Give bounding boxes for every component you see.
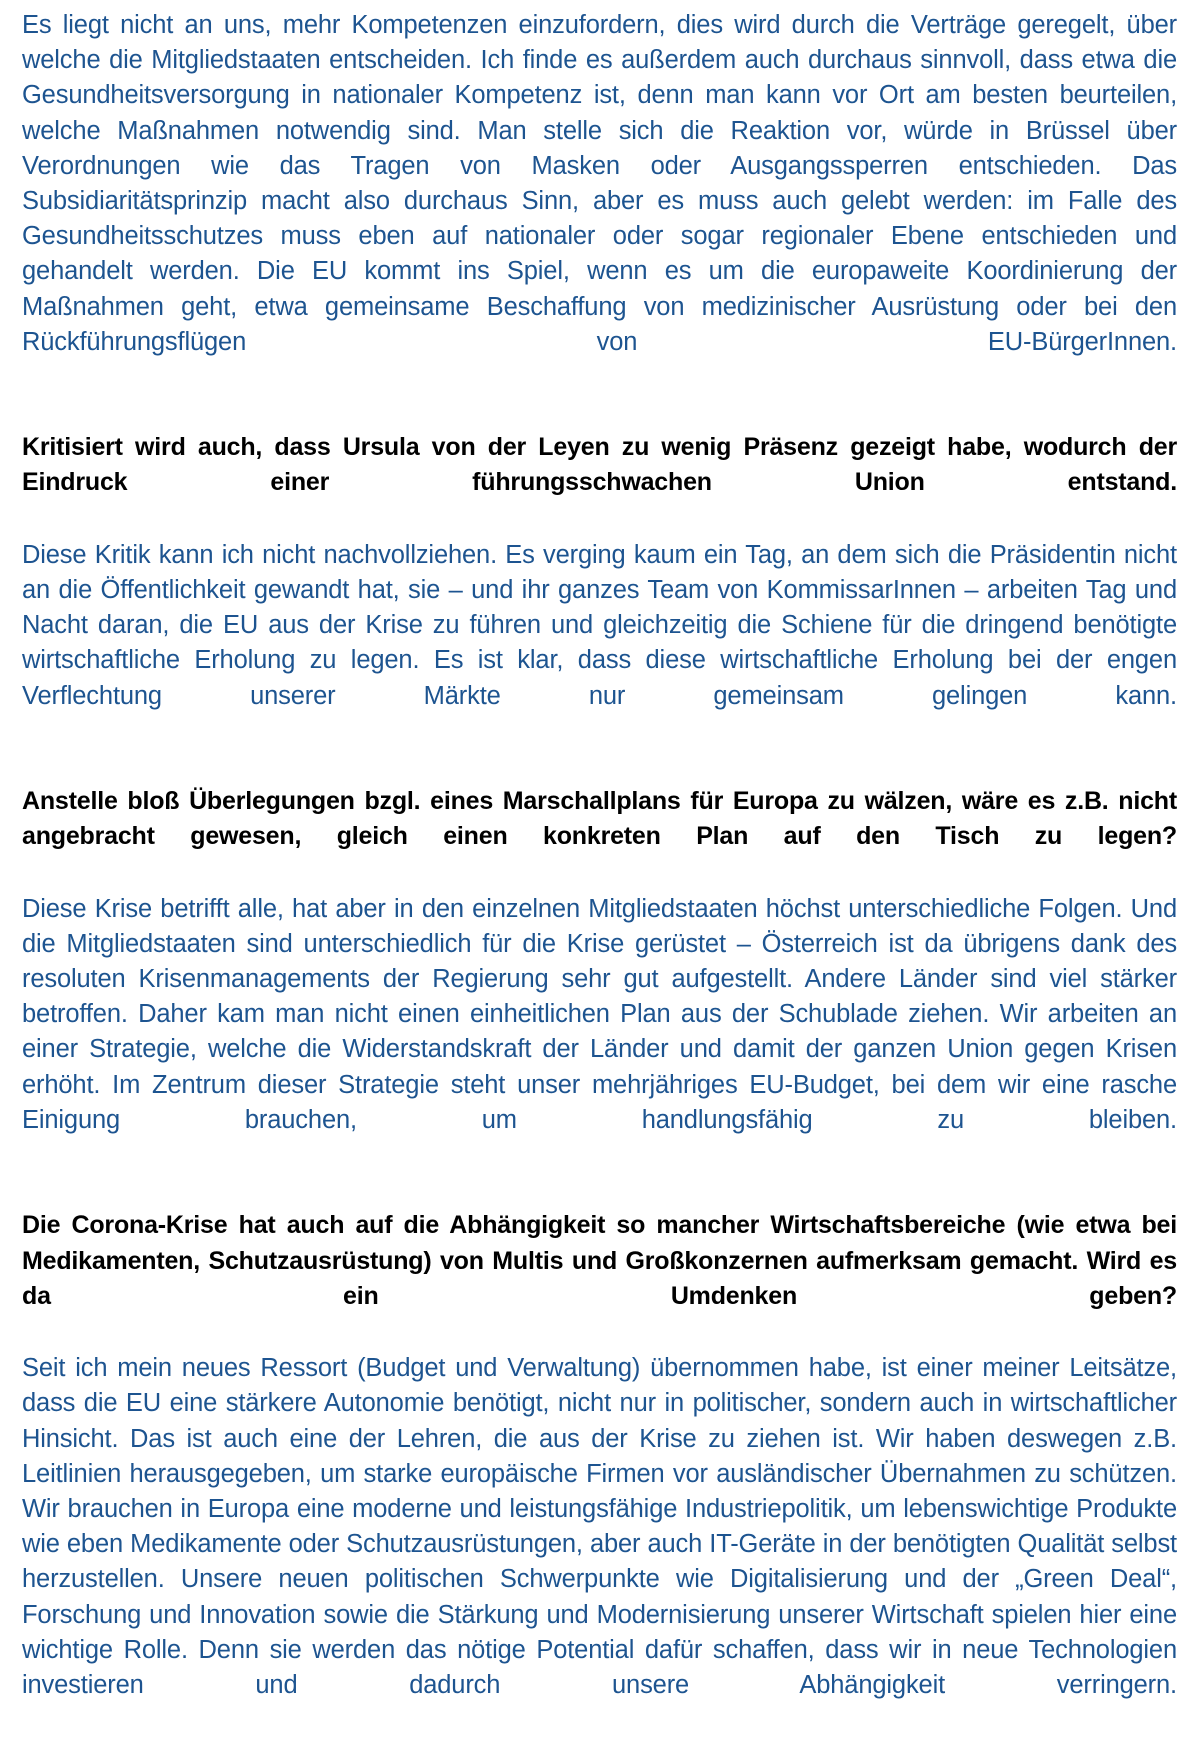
question-heading-1: Kritisiert wird auch, dass Ursula von der Leyen zu wenig Präsenz gezeigt habe, wodurch der Eindruck einer führungsschwachen Union entstand. [22,433,1177,497]
paragraph-spacer [22,1173,1177,1208]
paragraph-spacer [22,395,1177,430]
paragraph-spacer [22,749,1177,784]
answer-paragraph-1: Es liegt nicht an uns, mehr Kompetenzen einzufordern, dies wird durch die Verträge geregelt, über welche die Mitgliedstaaten entscheiden. Ich finde es außerdem auch durchaus sinnvoll, dass etwa die Gesundheitsversorgung in nationaler Kompetenz ist, denn man kann vor Ort am besten beurteilen, welche Maßnahmen notwendig sind. Man stelle sich die Reaktion vor, würde in Brüssel über Verordnungen wie das Tragen von Masken oder Ausgangssperren entschieden. Das Subsidiaritätsprinzip macht also durchaus Sinn, aber es muss auch gelebt werden: im Falle des Gesundheitsschutzes muss eben auf nationaler oder sogar regionaler Ebene entschieden und gehandelt werden. Die EU kommt ins Spiel, wenn es um die europaweite Koordinierung der Maßnahmen geht, etwa gemeinsame Beschaffung von medizinischer Ausrüstung oder bei den Rückführungsflügen von EU-BürgerInnen. [22,11,1177,356]
question-heading-3: Die Corona-Krise hat auch auf die Abhängigkeit so mancher Wirtschaftsbereiche (wie etwa bei Medikamenten, Schutzausrüstung) von Multis und Großkonzernen aufmerksam gemacht. Wird es da ein Umdenken geben? [22,1211,1177,1310]
question-heading-2: Anstelle bloß Überlegungen bzgl. eines Marschallplans für Europa zu wälzen, wäre es z.B. nicht angebracht gewesen, gleich einen konkreten Plan auf den Tisch zu legen? [22,787,1177,851]
answer-paragraph-2: Diese Kritik kann ich nicht nachvollziehen. Es verging kaum ein Tag, an dem sich die Präsidentin nicht an die Öffentlichkeit gewandt hat, sie – und ihr ganzes Team von KommissarInnen – arbeiten Tag und Nacht daran, die EU aus der Krise zu führen und gleichzeitig die Schiene für die dringend benötigte wirtschaftliche Erholung zu legen. Es ist klar, dass diese wirtschaftliche Erholung bei der engen Verflechtung unserer Märkte nur gemeinsam gelingen kann. [22,540,1177,710]
answer-paragraph-3: Diese Krise betrifft alle, hat aber in den einzelnen Mitgliedstaaten höchst unterschiedliche Folgen. Und die Mitgliedstaaten sind unterschiedlich für die Krise gerüstet – Österreich ist da übrigens dank des resoluten Krisenmanagements der Regierung sehr gut aufgestellt. Andere Länder sind viel stärker betroffen. Daher kam man nicht einen einheitlichen Plan aus der Schublade ziehen. Wir arbeiten an einer Strategie, welche die Widerstandskraft der Länder und damit der ganzen Union gegen Krisen erhöht. Im Zentrum dieser Strategie steht unser mehrjähriges EU-Budget, bei dem wir eine rasche Einigung brauchen, um handlungsfähig zu bleiben. [22,894,1177,1134]
answer-paragraph-4: Seit ich mein neues Ressort (Budget und Verwaltung) übernommen habe, ist einer meiner Leitsätze, dass die EU eine stärkere Autonomie benötigt, nicht nur in politischer, sondern auch in wirtschaftlicher Hinsicht. Das ist auch eine der Lehren, die aus der Krise zu ziehen ist. Wir haben deswegen z.B. Leitlinien herausgegeben, um starke europäische Firmen vor ausländischer Übernahmen zu schützen. Wir brauchen in Europa eine moderne und leistungsfähige Industriepolitik, um lebenswichtige Produkte wie eben Medikamente oder Schutzausrüstungen, aber auch IT-Geräte in der benötigten Qualität selbst herzustellen. Unsere neuen politischen Schwerpunkte wie Digitalisierung und der „Green Deal“, Forschung und Innovation sowie die Stärkung und Modernisierung unserer Wirtschaft spielen hier eine wichtige Rolle. Denn sie werden das nötige Potential dafür schaffen, dass wir in neue Technologien investieren und dadurch unsere Abhängigkeit verringern. [22,1354,1177,1699]
